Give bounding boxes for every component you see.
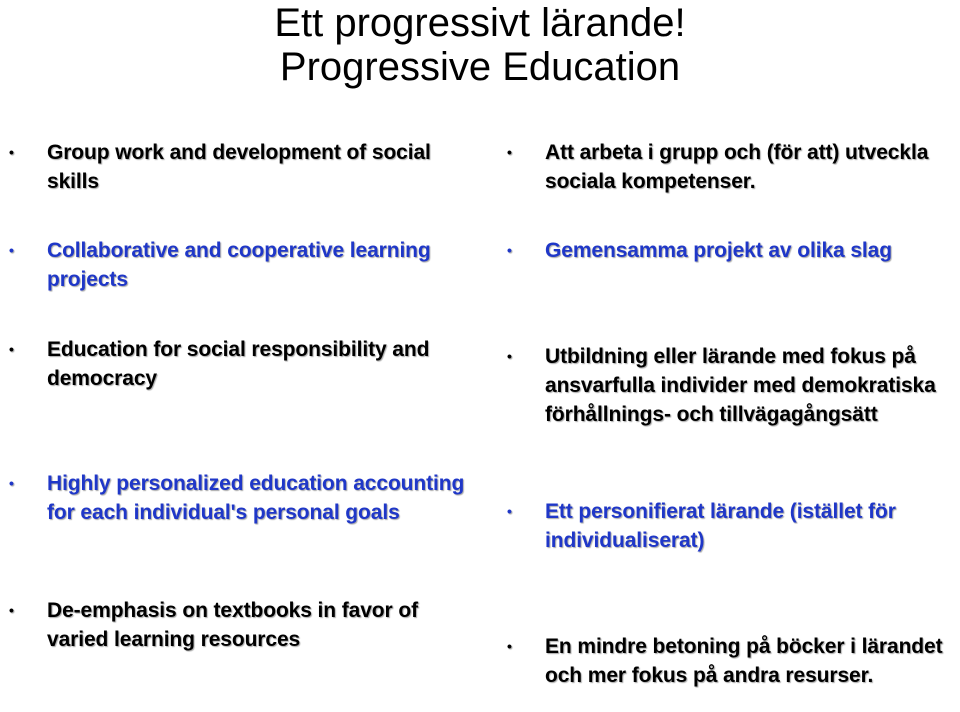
right-bullet-3 (507, 342, 955, 429)
left-bullet-1 (9, 138, 467, 196)
left-bullet-4 (9, 469, 467, 527)
right-bullet-4-text: Ett personifierat lärande (istället för individualiserat) (545, 500, 896, 552)
right-bullet-4 (507, 497, 955, 555)
bullet-dot-icon: • (507, 503, 512, 519)
left-bullet-1-text: Group work and development of social skills (47, 141, 431, 193)
left-bullet-3 (9, 335, 467, 393)
slide-title-swedish: Ett progressivt lärande! (274, 1, 686, 45)
slide-title-english: Progressive Education (279, 45, 681, 89)
bullet-dot-icon: • (9, 242, 14, 258)
bullet-dot-icon: • (9, 475, 14, 491)
right-bullet-3-text: Utbildning eller lärande med fokus på ansvarfulla individer med demokratiska förhållnings- och tillvägagångsätt (545, 345, 936, 426)
bullet-dot-icon: • (507, 144, 512, 160)
right-bullet-5-text: En mindre betoning på böcker i lärandet och mer fokus på andra resurser. (545, 635, 943, 687)
right-bullet-2 (507, 236, 955, 265)
right-bullet-1 (507, 138, 955, 196)
right-bullet-5 (507, 632, 955, 690)
bullet-dot-icon: • (507, 638, 512, 654)
left-bullet-4-text: Highly personalized education accounting for each individual's personal goals (47, 472, 465, 524)
bullet-dot-icon: • (507, 348, 512, 364)
left-bullet-3-text: Education for social responsibility and democracy (47, 338, 430, 390)
right-bullet-1-text: Att arbeta i grupp och (för att) utveckla sociala kompetenser. (545, 141, 929, 193)
left-bullet-2 (9, 236, 467, 294)
bullet-dot-icon: • (507, 242, 512, 258)
bullet-dot-icon: • (9, 144, 14, 160)
left-bullet-5 (9, 596, 467, 654)
right-bullet-2-text: Gemensamma projekt av olika slag (545, 239, 892, 262)
left-bullet-2-text: Collaborative and cooperative learning projects (47, 239, 431, 291)
left-bullet-5-text: De-emphasis on textbooks in favor of varied learning resources (47, 599, 418, 651)
bullet-dot-icon: • (9, 602, 14, 618)
bullet-dot-icon: • (9, 341, 14, 357)
